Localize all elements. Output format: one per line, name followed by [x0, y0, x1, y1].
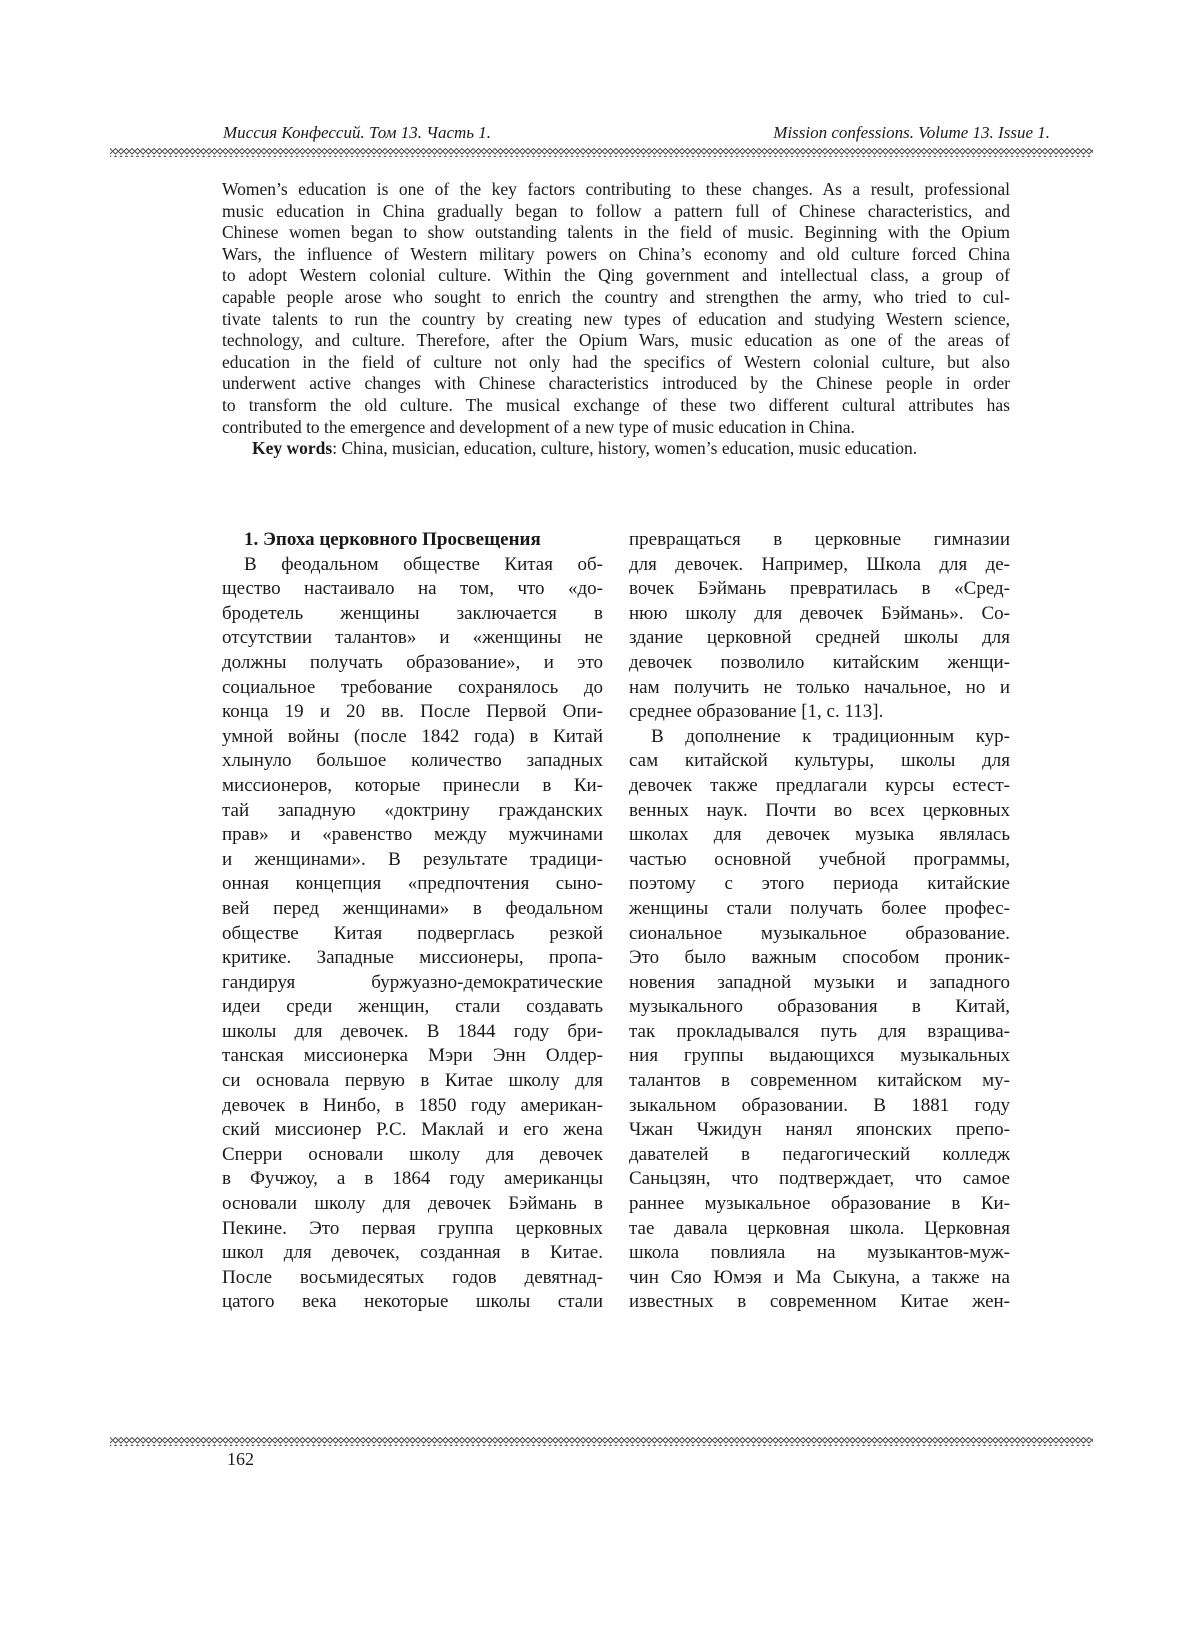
ornamental-rule-top: [110, 148, 1093, 157]
text-line: критике. Западные миссионеры, пропа-: [222, 947, 603, 969]
text-line: женщины стали получать более профес-: [629, 897, 1010, 919]
text-line: сиональное музыкальное образование.: [629, 922, 1010, 944]
text-line: В феодальном обществе Китая об-: [244, 553, 603, 575]
text-line: ния группы выдающихся музыкальных: [629, 1045, 1010, 1067]
text-line: ский миссионер Р.С. Маклай и его жена: [222, 1119, 603, 1141]
text-line: чин Сяо Юмэя и Ма Сыкуна, а также на: [629, 1266, 1010, 1288]
text-line: венных наук. Почти во всех церковных: [629, 799, 1010, 821]
text-line: раннее музыкальное образование в Ки-: [629, 1193, 1010, 1215]
text-line: capable people arose who sought to enrich the country and strengthen the army, who tried to cul-: [222, 286, 1010, 307]
text-line: Саньцзян, что подтверждает, что самое: [629, 1168, 1010, 1190]
text-line: танская миссионерка Мэри Энн Олдер-: [222, 1045, 603, 1067]
text-line: здание церковной средней школы для: [629, 627, 1010, 649]
text-line: Wars, the influence of Western military powers on China’s economy and old culture forced China: [222, 243, 1010, 264]
text-line: вей перед женщинами» в феодальном: [222, 897, 603, 919]
text-line: education in the field of culture not only had the specifics of Western colonial culture, but also: [222, 351, 1010, 372]
text-line: тай западную «доктрину гражданских: [222, 799, 603, 821]
text-line: онная концепция «предпочтения сыно-: [222, 873, 603, 895]
text-line: Это было важным способом проник-: [629, 947, 1010, 969]
text-line: Women’s education is one of the key factors contributing to these changes. As a result, professional: [222, 179, 1010, 199]
keywords-list: : China, musician, education, culture, history, women’s education, music education.: [332, 438, 918, 458]
text-line: известных в современном Китае жен-: [629, 1291, 1010, 1313]
text-line: для девочек. Например, Школа для де-: [629, 553, 1010, 575]
text-line: школах для девочек музыка являлась: [629, 824, 1010, 846]
page-number: 162: [227, 1449, 254, 1469]
running-head: [110, 123, 1093, 143]
text-line: тае давала церковная школа. Церковная: [629, 1217, 1010, 1239]
text-line: зыкальном образовании. В 1881 году: [629, 1094, 1010, 1116]
text-line: и женщинами». В результате традици-: [222, 848, 603, 870]
text-line: гандируя буржуазно-демократические: [222, 971, 603, 993]
text-line: вочек Бэймань превратилась в «Сред-: [629, 578, 1010, 600]
text-line: миссионеров, которые принесли в Ки-: [222, 774, 603, 796]
text-line: школ для девочек, созданная в Китае.: [222, 1242, 603, 1264]
text-line: девочек в Нинбо, в 1850 году американ-: [222, 1094, 603, 1116]
ornamental-rule-bottom: [110, 1437, 1093, 1446]
text-line: Сперри основали школу для девочек: [222, 1143, 603, 1165]
text-line: Чжан Чжидун нанял японских препо-: [629, 1119, 1010, 1141]
text-line: цатого века некоторые школы стали: [222, 1291, 603, 1313]
text-line: В дополнение к традиционным кур-: [651, 725, 1010, 747]
keywords-label: Key words: [252, 438, 333, 458]
text-line: талантов в современном китайском му-: [629, 1070, 1010, 1092]
text-line: музыкального образования в Китай,: [629, 996, 1010, 1018]
text-line: частью основной учебной программы,: [629, 848, 1010, 870]
text-line: прав» и «равенство между мужчинами: [222, 824, 603, 846]
text-line: новения западной музыки и западного: [629, 971, 1010, 993]
text-line: underwent active changes with Chinese characteristics introduced by the Chinese people in order: [222, 373, 1010, 394]
text-line: music education in China gradually began to follow a pattern full of Chinese characteristics, and: [222, 200, 1010, 221]
text-line: contributed to the emergence and development of a new type of music education in China.: [222, 416, 855, 437]
text-line: сам китайской культуры, школы для: [629, 750, 1010, 772]
text-line: Пекине. Это первая группа церковных: [222, 1217, 603, 1239]
body-column-right: [629, 528, 1010, 1315]
running-head-left: Миссия Конфессий. Том 13. Часть 1.: [223, 123, 492, 142]
section-heading: 1. Эпоха церковного Просвещения: [244, 529, 541, 550]
keywords-line: [222, 438, 1010, 460]
text-line: конца 19 и 20 вв. После Первой Опи-: [222, 701, 603, 723]
text-line: щество настаивало на том, что «до-: [222, 578, 603, 600]
text-line: technology, and culture. Therefore, after the Opium Wars, music education as one of the areas of: [222, 330, 1010, 351]
text-line: Chinese women began to show outstanding talents in the field of music. Beginning with the Opium: [222, 222, 1010, 243]
abstract-text: [222, 179, 1010, 438]
text-line: идеи среди женщин, стали создавать: [222, 996, 603, 1018]
text-line: си основала первую в Китае школу для: [222, 1070, 603, 1092]
text-line: девочек позволило китайским женщи-: [629, 651, 1010, 673]
text-line: социальное требование сохранялось до: [222, 676, 603, 698]
text-line: школы для девочек. В 1844 году бри-: [222, 1020, 603, 1042]
text-line: среднее образование [1, с. 113].: [629, 701, 884, 723]
text-line: девочек также предлагали курсы естест-: [629, 774, 1010, 796]
text-line: to adopt Western colonial culture. Within the Qing government and intellectual class, a group of: [222, 265, 1010, 286]
text-line: отсутствии талантов» и «женщины не: [222, 627, 603, 649]
text-line: школа повлияла на музыкантов-муж-: [629, 1242, 1010, 1264]
text-line: нюю школу для девочек Бэймань». Со-: [629, 602, 1010, 624]
text-line: хлынуло большое количество западных: [222, 750, 603, 772]
text-line: превращаться в церковные гимназии: [629, 529, 1010, 550]
running-head-right: Mission confessions. Volume 13. Issue 1.: [773, 123, 1050, 142]
text-line: основали школу для девочек Бэймань в: [222, 1193, 603, 1215]
text-line: tivate talents to run the country by creating new types of education and studying Western science,: [222, 308, 1010, 329]
text-line: должны получать образование», и это: [222, 651, 603, 673]
text-line: давателей в педагогический колледж: [629, 1143, 1010, 1165]
text-line: умной войны (после 1842 года) в Китай: [222, 725, 603, 747]
text-line: поэтому с этого периода китайские: [629, 873, 1010, 895]
text-line: бродетель женщины заключается в: [222, 602, 603, 624]
text-line: После восьмидесятых годов девятнад-: [222, 1266, 603, 1288]
two-column-body: [222, 528, 1010, 1315]
text-line: to transform the old culture. The musical exchange of these two different cultural attributes has: [222, 394, 1010, 415]
text-line: обществе Китая подверглась резкой: [222, 922, 603, 944]
text-line: в Фучжоу, а в 1864 году американцы: [222, 1168, 603, 1190]
text-line: нам получить не только начальное, но и: [629, 676, 1010, 698]
body-column-left: [222, 528, 603, 1315]
text-line: так прокладывался путь для взращива-: [629, 1020, 1010, 1042]
